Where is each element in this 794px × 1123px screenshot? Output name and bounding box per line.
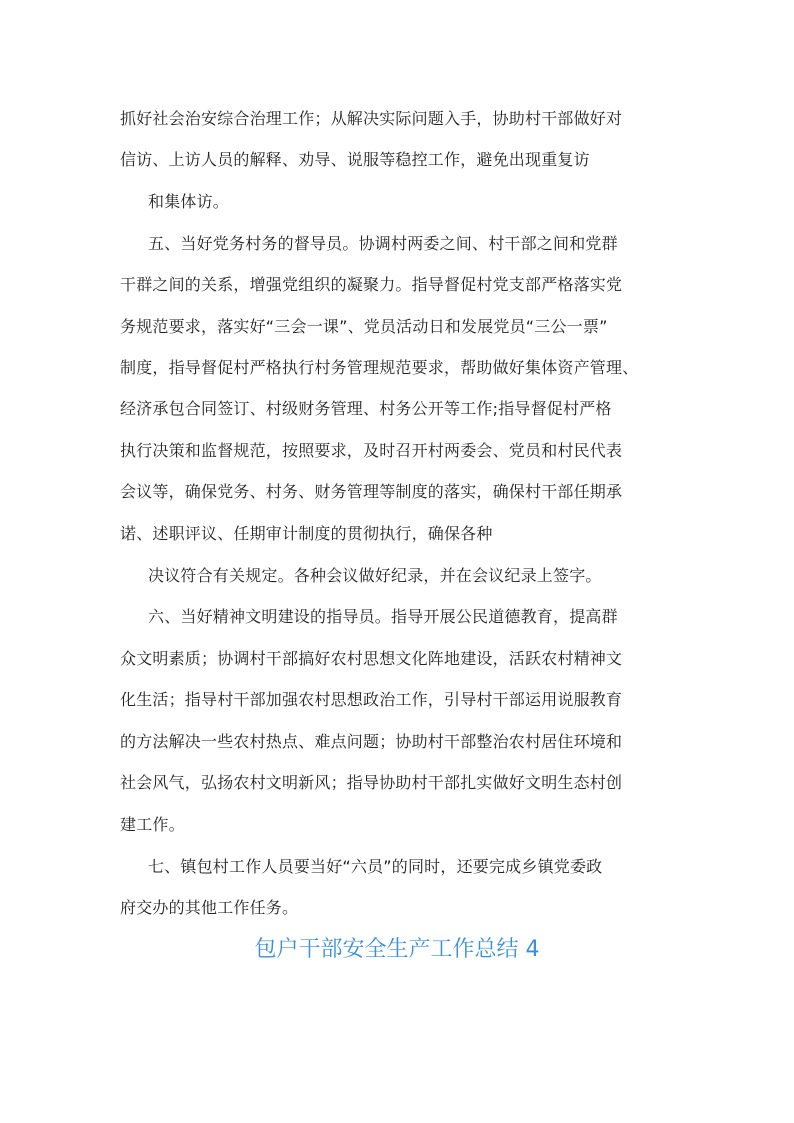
text-line-20: 府交办的其他工作任务。 bbox=[120, 898, 299, 917]
text-line-16: 的方法解决一些农村热点、难点问题；协助村干部整治农村居住环境和 bbox=[120, 732, 623, 751]
text-line-17: 社会风气，弘扬农村文明新风；指导协助村干部扎实做好文明生态村创 bbox=[120, 773, 623, 792]
text-line-1: 抓好社会治安综合治理工作；从解决实际问题入手，协助村干部做好对 bbox=[120, 109, 623, 128]
text-line-10: 会议等，确保党务、村务、财务管理等制度的落实，确保村干部任期承 bbox=[120, 482, 623, 501]
text-line-14: 众文明素质；协调村干部搞好农村思想文化阵地建设，活跃农村精神文 bbox=[120, 649, 623, 668]
text-line-15: 化生活；指导村干部加强农村思想政治工作，引导村干部运用说服教育 bbox=[120, 690, 623, 709]
paragraph-six-start: 六、当好精神文明建设的指导员。指导开展公民道德教育，提高群 bbox=[148, 607, 618, 626]
text-line-8: 经济承包合同签订、村级财务管理、村务公开等工作;指导督促村严格 bbox=[120, 399, 612, 418]
section-title: 包户干部安全生产工作总结 4 bbox=[254, 937, 540, 962]
text-line-3: 和集体访。 bbox=[148, 192, 230, 211]
text-line-5: 干群之间的关系，增强党组织的凝聚力。指导督促村党支部严格落实党 bbox=[120, 275, 623, 294]
paragraph-seven-start: 七、镇包村工作人员要当好“六员”的同时，还要完成乡镇党委政 bbox=[148, 857, 603, 876]
text-line-7: 制度，指导督促村严格执行村务管理规范要求，帮助做好集体资产管理、 bbox=[120, 358, 639, 377]
text-line-12: 决议符合有关规定。各种会议做好纪录，并在会议纪录上签字。 bbox=[148, 566, 602, 585]
paragraph-five-start: 五、当好党务村务的督导员。协调村两委之间、村干部之间和党群 bbox=[148, 234, 618, 253]
text-line-18: 建工作。 bbox=[120, 815, 185, 834]
text-line-11: 诺、述职评议、任期审计制度的贯彻执行，确保各种 bbox=[120, 524, 493, 543]
text-line-9: 执行决策和监督规范，按照要求，及时召开村两委会、党员和村民代表 bbox=[120, 441, 623, 460]
text-line-6: 务规范要求，落实好“三会一课”、党员活动日和发展党员“三公一票” bbox=[120, 317, 608, 336]
text-line-2: 信访、上访人员的解释、劝导、说服等稳控工作，避免出现重复访 bbox=[120, 150, 590, 169]
